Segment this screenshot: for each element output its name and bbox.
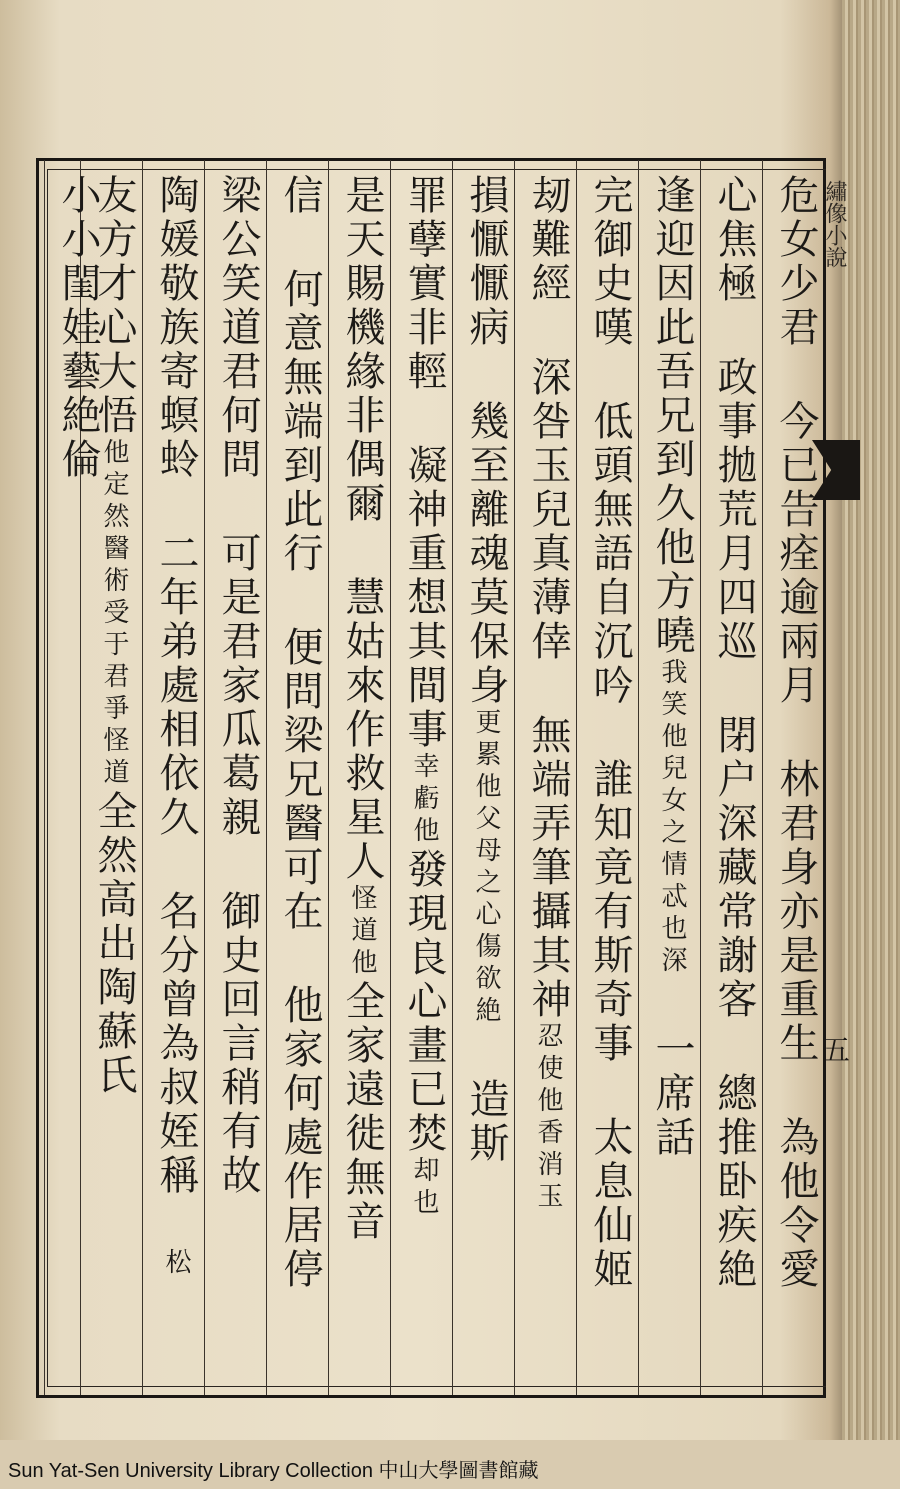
column-text: 是天賜機緣非偶爾 慧姑來作救星人怪道他全家遠徙無音 — [339, 174, 385, 1244]
column-text: 刼難經 深咎玉兒真薄倖 無端弄筆攝其神忍使他香消玉 — [525, 174, 571, 1214]
column-text: 友方才心大悟他定然醫術受于君爭怪道全然高出陶蘇氏 — [91, 174, 137, 1098]
column-text: 心焦極 政事拋荒月四巡 閉户深藏常謝客 總推卧疾絶 — [711, 174, 757, 1292]
text-column-3 — [638, 160, 701, 1395]
text-column-7 — [390, 160, 453, 1395]
column-text: 逢迎因此吾兄到久他方曉我笑他兒女之情忒也深 一席話 — [649, 174, 695, 1160]
text-column-13 — [44, 160, 101, 1395]
column-text: 梁公笑道君何問 可是君家瓜葛親 御史回言稍有故 — [215, 174, 261, 1198]
column-text: 完御史嘆 低頭無語自沉吟 誰知竟有斯奇事 太息仙姬 — [587, 174, 633, 1292]
text-column-9 — [266, 160, 329, 1395]
page-number: 五 — [818, 1035, 851, 1063]
column-text: 信 何意無端到此行 便問梁兄醫可在 他家何處作居停 — [277, 174, 323, 1292]
collection-footer — [0, 1440, 900, 1489]
footer-credit: Sun Yat-Sen University Library Collection 中山大學圖書館藏 — [8, 1460, 539, 1482]
column-text: 陶媛敬族寄螟蛉 二年弟處相依久 名分曾為叔姪稱 松 — [153, 174, 199, 1280]
text-column-11 — [142, 160, 205, 1395]
text-column-1 — [762, 160, 825, 1395]
margin-title: 繡像小說 — [822, 180, 847, 268]
column-text: 危女少君 今已告痊逾兩月 林君身亦是重生 為他令愛 — [773, 174, 819, 1292]
column-text: 小小閨娃藝絶倫 — [55, 174, 101, 482]
column-text: 損懨懨病 幾至離魂莫保身更累他父母之心傷欲絶 造斯 — [463, 174, 509, 1166]
page-edge — [842, 0, 900, 1440]
text-column-10 — [204, 160, 267, 1395]
column-text: 罪孽實非輕 凝神重想其間事幸虧他發現良心畫已焚却也 — [401, 174, 447, 1220]
text-column-2 — [700, 160, 763, 1395]
text-column-4 — [576, 160, 639, 1395]
text-column-8 — [328, 160, 391, 1395]
text-column-6 — [452, 160, 515, 1395]
text-column-5 — [514, 160, 577, 1395]
